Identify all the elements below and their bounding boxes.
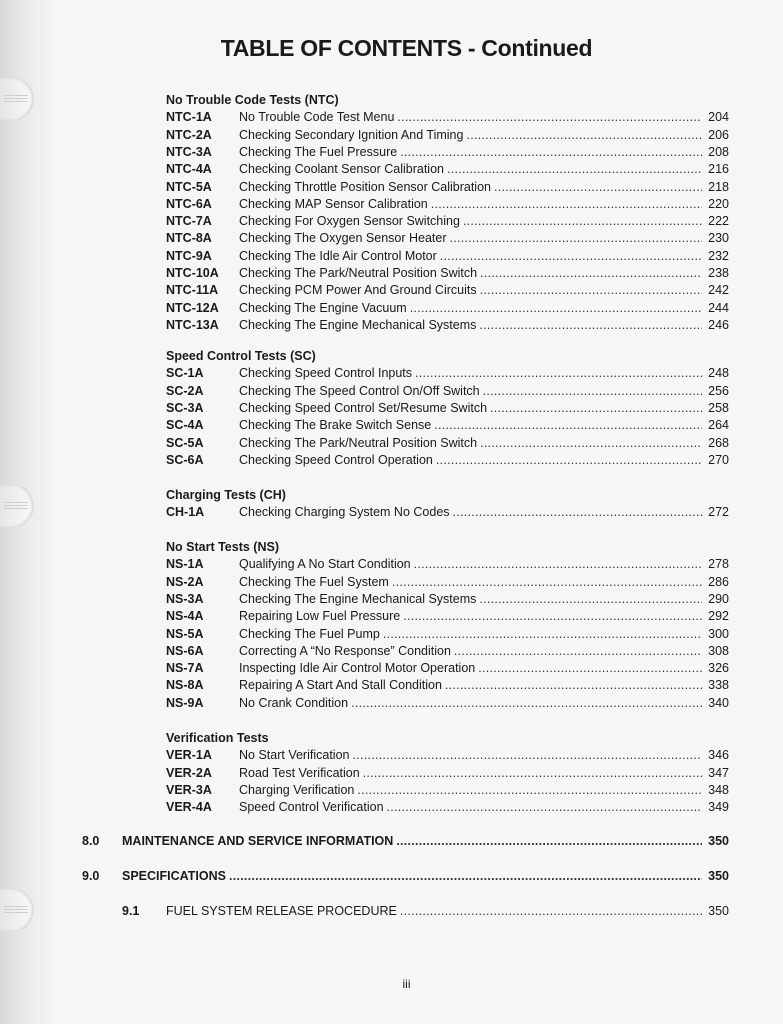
entry-page: 220 <box>708 196 729 211</box>
entry-title: Checking The Speed Control On/Off Switch <box>239 383 480 398</box>
entry-code: NS-5A <box>166 626 204 641</box>
section-ch <box>166 487 729 522</box>
dot-leader <box>400 904 702 918</box>
entry-code: NS-2A <box>166 574 204 589</box>
entry-code: NS-3A <box>166 591 204 606</box>
entry-title: Checking The Park/Neutral Position Switch <box>239 266 478 281</box>
entry-page: 222 <box>708 214 729 229</box>
entry-code: VER-2A <box>166 765 212 780</box>
entry-title: Checking The Oxygen Sensor Heater <box>239 231 447 246</box>
dot-leader <box>478 660 702 677</box>
subchapter-page: 350 <box>708 904 729 918</box>
entry-page: 290 <box>708 591 729 606</box>
entry-title: Checking Speed Control Inputs <box>239 366 413 381</box>
toc-entry[interactable] <box>166 213 729 230</box>
entry-code: NS-1A <box>166 557 204 572</box>
entry-title: Correcting A “No Response” Condition <box>239 643 451 658</box>
dot-leader <box>483 383 702 400</box>
entry-title: No Crank Condition <box>239 695 349 710</box>
entry-code: VER-4A <box>166 800 212 815</box>
entry-title: Checking The Engine Vacuum <box>239 300 407 315</box>
dot-leader <box>352 747 702 764</box>
toc-entry[interactable] <box>166 799 729 816</box>
toc-entry[interactable] <box>166 747 729 764</box>
dot-leader <box>431 196 702 213</box>
section-heading: Speed Control Tests (SC) <box>166 349 316 363</box>
toc-entry[interactable] <box>166 127 729 144</box>
toc-entry[interactable] <box>166 695 729 712</box>
entry-code: NTC-9A <box>166 248 212 263</box>
entry-page: 264 <box>708 418 729 433</box>
entry-page: 238 <box>708 266 729 281</box>
entry-page: 248 <box>708 366 729 381</box>
toc-entry[interactable] <box>166 608 729 625</box>
entry-title: Checking Throttle Position Sensor Calibration <box>239 179 491 194</box>
chapter-number: 9.0 <box>82 869 100 883</box>
entry-title: Checking Charging System No Codes <box>239 505 450 520</box>
entry-code: NS-8A <box>166 678 204 693</box>
chapter-maintenance[interactable] <box>82 834 729 848</box>
entry-code: VER-1A <box>166 748 212 763</box>
entry-title: Checking PCM Power And Ground Circuits <box>239 283 477 298</box>
chapter-page: 350 <box>708 869 729 883</box>
toc-entry[interactable] <box>166 400 729 417</box>
entry-title: Checking The Engine Mechanical Systems <box>239 317 477 332</box>
dot-leader <box>454 643 702 660</box>
entry-title: Charging Verification <box>239 782 355 797</box>
dot-leader <box>414 556 702 573</box>
entry-page: 256 <box>708 383 729 398</box>
entry-code: SC-2A <box>166 383 204 398</box>
dot-leader <box>494 179 702 196</box>
dot-leader <box>396 834 702 848</box>
entry-code: NS-7A <box>166 661 204 676</box>
entry-title: Repairing A Start And Stall Condition <box>239 678 442 693</box>
chapter-page: 350 <box>708 834 729 848</box>
dot-leader <box>453 504 702 521</box>
entry-title: Checking The Fuel Pump <box>239 626 380 641</box>
toc-entry[interactable] <box>166 196 729 213</box>
entry-title: No Trouble Code Test Menu <box>239 110 395 125</box>
entry-page: 230 <box>708 231 729 246</box>
section-heading: No Trouble Code Tests (NTC) <box>166 93 339 107</box>
dot-leader <box>447 161 702 178</box>
toc-entry[interactable] <box>166 435 729 452</box>
entry-page: 258 <box>708 400 729 415</box>
toc-entry[interactable] <box>166 179 729 196</box>
dot-leader <box>463 213 702 230</box>
entry-page: 286 <box>708 574 729 589</box>
dot-leader <box>466 127 702 144</box>
entry-code: NTC-2A <box>166 127 212 142</box>
entry-page: 204 <box>708 110 729 125</box>
entry-code: NS-4A <box>166 609 204 624</box>
entry-code: SC-6A <box>166 452 204 467</box>
chapter-specifications[interactable] <box>82 869 729 883</box>
toc-entry[interactable] <box>166 556 729 573</box>
entry-code: NTC-10A <box>166 266 219 281</box>
entry-title: Checking Secondary Ignition And Timing <box>239 127 464 142</box>
dot-leader <box>363 765 702 782</box>
toc-entry[interactable] <box>166 504 729 521</box>
entry-page: 278 <box>708 557 729 572</box>
entry-code: NS-9A <box>166 695 204 710</box>
toc-entry[interactable] <box>166 574 729 591</box>
toc-entry[interactable] <box>166 452 729 469</box>
subchapter-number: 9.1 <box>122 904 140 918</box>
dot-leader <box>410 300 702 317</box>
toc-entry[interactable] <box>166 765 729 782</box>
entry-code: NTC-4A <box>166 162 212 177</box>
subchapter-fuel-release[interactable] <box>122 904 729 918</box>
subchapter-title: FUEL SYSTEM RELEASE PROCEDURE <box>166 904 397 918</box>
dot-leader <box>400 144 702 161</box>
entry-title: Road Test Verification <box>239 765 360 780</box>
dot-leader <box>445 677 702 694</box>
section-heading: No Start Tests (NS) <box>166 540 279 554</box>
entry-code: NTC-5A <box>166 179 212 194</box>
dot-leader <box>480 435 702 452</box>
entry-code: SC-4A <box>166 418 204 433</box>
dot-leader <box>450 230 702 247</box>
dot-leader <box>392 574 702 591</box>
entry-page: 326 <box>708 661 729 676</box>
entry-page: 300 <box>708 626 729 641</box>
entry-page: 349 <box>708 800 729 815</box>
toc-entry[interactable] <box>166 317 729 334</box>
toc-entry[interactable] <box>166 265 729 282</box>
entry-title: Qualifying A No Start Condition <box>239 557 411 572</box>
entry-page: 244 <box>708 300 729 315</box>
entry-code: NTC-12A <box>166 300 219 315</box>
toc-entry[interactable] <box>166 626 729 643</box>
entry-page: 216 <box>708 162 729 177</box>
entry-page: 292 <box>708 609 729 624</box>
entry-code: SC-3A <box>166 400 204 415</box>
dot-leader <box>397 109 702 126</box>
entry-title: Checking Speed Control Set/Resume Switch <box>239 400 488 415</box>
toc-entry[interactable] <box>166 161 729 178</box>
section-ntc <box>166 92 729 334</box>
dot-leader <box>383 626 702 643</box>
toc-entry[interactable] <box>166 144 729 161</box>
dot-leader <box>440 248 702 265</box>
entry-title: Repairing Low Fuel Pressure <box>239 609 401 624</box>
dot-leader <box>351 695 702 712</box>
entry-code: NTC-8A <box>166 231 212 246</box>
toc-entry[interactable] <box>166 248 729 265</box>
entry-title: Checking The Brake Switch Sense <box>239 418 432 433</box>
entry-code: NTC-13A <box>166 317 219 332</box>
entry-code: NTC-3A <box>166 144 212 159</box>
toc-entry[interactable] <box>166 282 729 299</box>
dot-leader <box>357 782 702 799</box>
toc-entry[interactable] <box>166 643 729 660</box>
entry-title: Checking The Engine Mechanical Systems <box>239 591 477 606</box>
entry-title: Inspecting Idle Air Control Motor Operation <box>239 661 476 676</box>
entry-code: VER-3A <box>166 782 212 797</box>
entry-page: 268 <box>708 435 729 450</box>
toc-entry[interactable] <box>166 383 729 400</box>
toc-entry[interactable] <box>166 417 729 434</box>
dot-leader <box>436 452 702 469</box>
entry-page: 206 <box>708 127 729 142</box>
chapter-number: 8.0 <box>82 834 100 848</box>
entry-code: SC-1A <box>166 366 204 381</box>
dot-leader <box>479 317 702 334</box>
toc-entry[interactable] <box>166 782 729 799</box>
dot-leader <box>479 591 702 608</box>
entry-code: NTC-7A <box>166 214 212 229</box>
entry-page: 232 <box>708 248 729 263</box>
entry-code: NS-6A <box>166 643 204 658</box>
dot-leader <box>434 417 702 434</box>
entry-page: 270 <box>708 452 729 467</box>
entry-code: NTC-6A <box>166 196 212 211</box>
entry-page: 208 <box>708 144 729 159</box>
entry-code: NTC-11A <box>166 283 219 298</box>
toc-entry[interactable] <box>166 109 729 126</box>
entry-title: Checking Coolant Sensor Calibration <box>239 162 444 177</box>
dot-leader <box>480 265 702 282</box>
entry-code: CH-1A <box>166 505 205 520</box>
entry-code: SC-5A <box>166 435 204 450</box>
toc-entry[interactable] <box>166 660 729 677</box>
dot-leader <box>490 400 702 417</box>
entry-page: 272 <box>708 505 729 520</box>
toc-entry[interactable] <box>166 230 729 247</box>
entry-page: 347 <box>708 765 729 780</box>
dot-leader <box>415 365 702 382</box>
toc-entry[interactable] <box>166 591 729 608</box>
entry-page: 242 <box>708 283 729 298</box>
entry-title: Checking MAP Sensor Calibration <box>239 196 428 211</box>
entry-title: Checking For Oxygen Sensor Switching <box>239 214 460 229</box>
section-heading: Charging Tests (CH) <box>166 488 286 502</box>
dot-leader <box>229 869 702 883</box>
entry-title: Checking Speed Control Operation <box>239 452 433 467</box>
entry-title: Speed Control Verification <box>239 800 384 815</box>
section-sc <box>166 348 729 469</box>
entry-code: NTC-1A <box>166 110 212 125</box>
entry-page: 340 <box>708 695 729 710</box>
toc-entry[interactable] <box>166 300 729 317</box>
dot-leader <box>403 608 702 625</box>
chapter-title: SPECIFICATIONS <box>122 869 226 883</box>
entry-page: 246 <box>708 317 729 332</box>
entry-title: Checking The Fuel Pressure <box>239 144 398 159</box>
entry-page: 308 <box>708 643 729 658</box>
dot-leader <box>480 282 702 299</box>
entry-title: Checking The Park/Neutral Position Switch <box>239 435 478 450</box>
entry-title: No Start Verification <box>239 748 350 763</box>
page-title: TABLE OF CONTENTS - Continued <box>220 35 593 61</box>
page-number: iii <box>402 977 411 991</box>
toc-entry[interactable] <box>166 365 729 382</box>
entry-title: Checking The Idle Air Control Motor <box>239 248 437 263</box>
entry-page: 346 <box>708 748 729 763</box>
entry-page: 218 <box>708 179 729 194</box>
section-ns <box>166 539 729 712</box>
section-heading: Verification Tests <box>166 731 269 745</box>
dot-leader <box>387 799 702 816</box>
entry-title: Checking The Fuel System <box>239 574 389 589</box>
entry-page: 338 <box>708 678 729 693</box>
toc-entry[interactable] <box>166 677 729 694</box>
chapter-title: MAINTENANCE AND SERVICE INFORMATION <box>122 834 394 848</box>
entry-page: 348 <box>708 782 729 797</box>
section-ver <box>166 730 729 817</box>
